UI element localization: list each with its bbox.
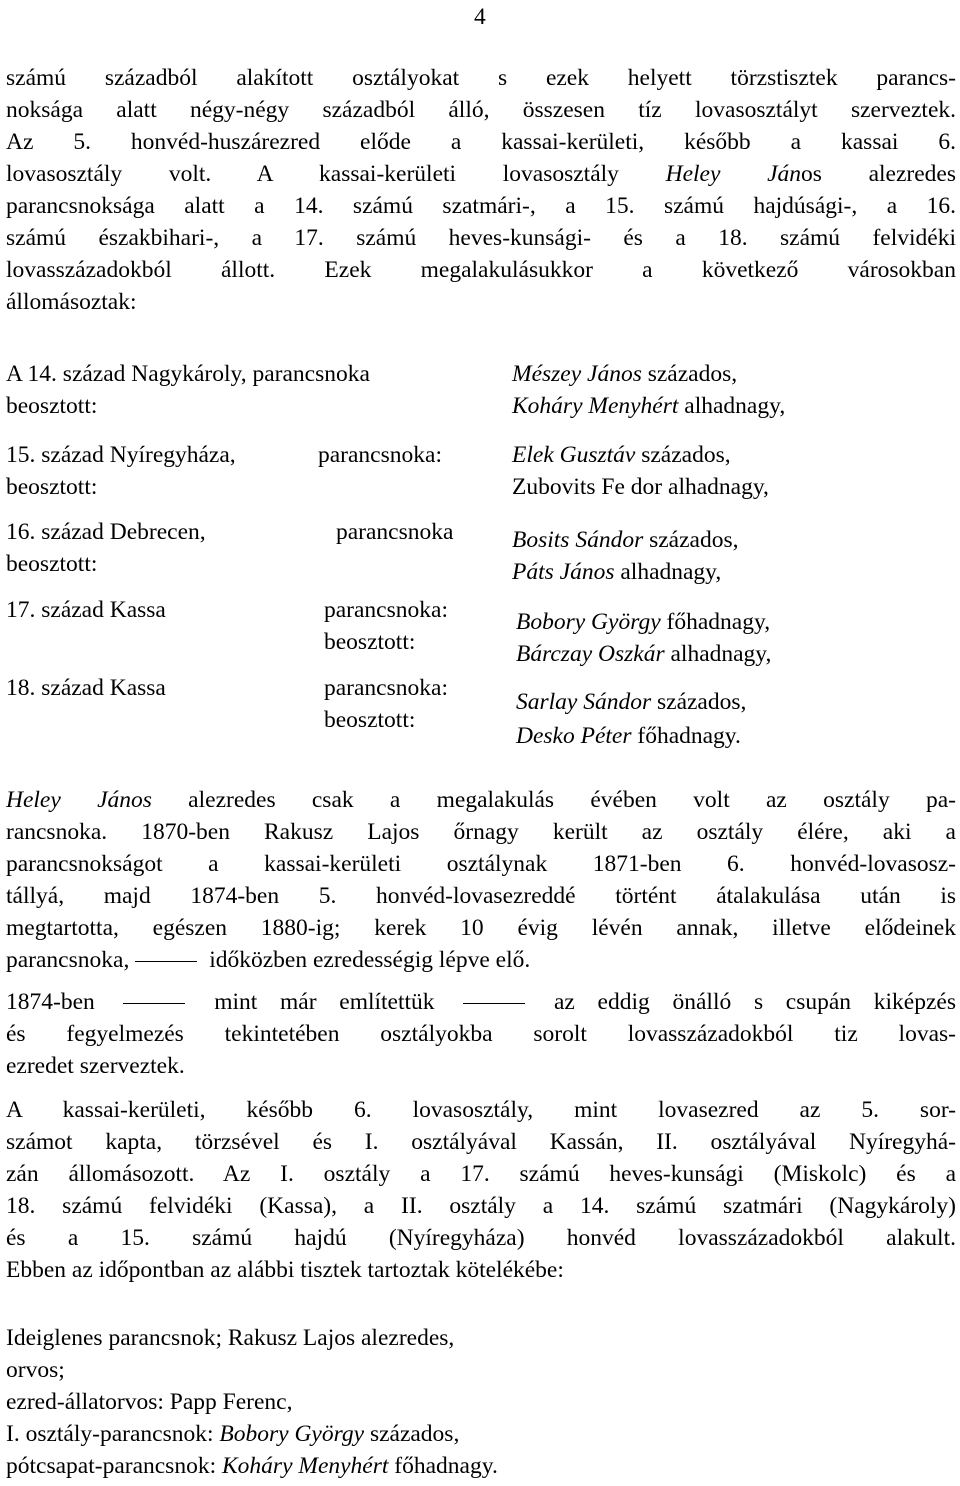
assigned-officer <box>512 556 721 588</box>
text-line: A kassai-kerületi, később 6. lovasosztály, mint lovasezred az 5. sor- <box>6 1097 956 1123</box>
officer-list <box>6 1322 498 1482</box>
text-line: lovasszázadokból állott. Ezek megalakulásukkor a következő városokban <box>6 257 956 283</box>
officer-name-rank: Zubovits Fe dor alhadnagy, <box>512 474 769 500</box>
text-line: számú északbihari-, a 17. számú heves-kunsági- és a 18. számú felvidéki <box>6 225 956 251</box>
officer-name: Mészey János <box>512 361 642 387</box>
commander-label: parancsnoka: <box>324 597 448 623</box>
officer-name: Koháry Menyhért <box>512 393 679 419</box>
officer-name: Sarlay Sándor <box>516 689 652 715</box>
paragraph-heley <box>6 784 956 976</box>
squadron-label: A 14. század Nagykároly, parancsnoka <box>6 361 370 387</box>
officer-name: Páts János <box>512 559 615 585</box>
text-line: és a 15. számú hajdú (Nyíregyháza) honvéd lovasszázadokból alakult. <box>6 1225 956 1251</box>
commander <box>516 686 746 718</box>
text-line: 1874-ben mint már említettük az eddig önálló s csupán kiképzés <box>6 989 956 1015</box>
officer-name: Bobory György <box>516 609 661 635</box>
text-line: 18. számú felvidéki (Kassa), a II. osztály a 14. számú szatmári (Nagykároly) <box>6 1193 956 1219</box>
assigned-officer <box>516 638 771 670</box>
commander <box>516 606 770 638</box>
commander-label: parancsnoka: <box>324 675 448 701</box>
squadron-label: 15. század Nyíregyháza, <box>6 442 236 468</box>
assigned-officer <box>516 720 741 752</box>
squadron-label: 18. század Kassa <box>6 675 166 701</box>
text-line: Heley János alezredes csak a megalakulás évében volt az osztály pa- <box>6 787 956 813</box>
text-line: állomásoztak: <box>6 289 137 315</box>
text-segment: lovasosztály volt. A kassai-kerületi lovasosztály <box>6 161 666 187</box>
text-line: és fegyelmezés tekintetében osztályokba sorolt lovasszázadokból tiz lovas- <box>6 1021 956 1047</box>
officer-rank: alhadnagy, <box>664 641 772 667</box>
officer-rank: százados, <box>651 689 747 715</box>
commander-label: parancsnoka <box>336 519 454 545</box>
text-line: noksága alatt négy-négy századból álló, összesen tíz lovasosztályt szerveztek. <box>6 97 956 123</box>
officer-name: Elek Gusztáv <box>512 442 636 468</box>
assigned-label: beosztott: <box>6 393 98 419</box>
text-line: Az 5. honvéd-huszárezred elődе a kassai-kerületi, később a kassai 6. <box>6 129 956 155</box>
paragraph-1874 <box>6 986 956 1082</box>
officer-rank: főhadnagy, <box>660 609 771 635</box>
text-line: tállyá, majd 1874-ben 5. honvéd-lovasezreddé történt átalakulása után is <box>6 883 956 909</box>
paragraph-kassai <box>6 1094 956 1286</box>
person-name: Heley János <box>6 787 152 813</box>
text-line: parancsnokságot a kassai-kerületi osztálynak 1871-ben 6. honvéd-lovasosz- <box>6 851 956 877</box>
text-line <box>6 158 956 190</box>
officer-rank: százados, <box>635 442 731 468</box>
squadron-label: 16. század Debrecen, <box>6 519 206 545</box>
em-dash <box>135 961 197 962</box>
assigned-label: beosztott: <box>6 551 98 577</box>
list-item: I. osztály-parancsnok: Bobory György százados, <box>6 1421 460 1447</box>
text-line: számot kapta, törzsével és I. osztályával Kassán, II. osztályával Nyíregyhá- <box>6 1129 956 1155</box>
text-line: ezredet szerveztek. <box>6 1053 185 1079</box>
list-item: Ideiglenes parancsnok; Rakusz Lajos alezredes, <box>6 1325 455 1351</box>
text-line: rancsnoka. 1870-ben Rakusz Lajos őrnagy került az osztály élére, aki a <box>6 819 956 845</box>
officer-name: Bosits Sándor <box>512 527 644 553</box>
officer-rank: alhadnagy, <box>614 559 722 585</box>
officer-rank: alhadnagy, <box>678 393 786 419</box>
text-line: parancsnoka, időközben ezredességig lépve elő. <box>6 947 531 973</box>
person-name: Heley Ján <box>665 161 801 187</box>
commander <box>512 439 731 471</box>
officer-name: Bobory György <box>219 1421 365 1447</box>
em-dash <box>123 1003 185 1004</box>
text-line: Ebben az időpontban az alábbi tisztek tartoztak kötelékébe: <box>6 1257 564 1283</box>
list-item: pótcsapat-parancsnok: Koháry Menyhért főhadnagy. <box>6 1453 498 1479</box>
assigned-label: beosztott: <box>6 474 98 500</box>
assigned-officer <box>512 471 769 503</box>
officer-name: Desko Péter <box>516 723 632 749</box>
assigned-label: beosztott: <box>324 629 416 655</box>
text-line: számú századból alakított osztályokat s ezek helyett törzstisztek parancs- <box>6 65 956 91</box>
list-item: orvos; <box>6 1357 65 1383</box>
intro-paragraph <box>6 62 956 318</box>
em-dash <box>463 1003 525 1004</box>
officer-rank: főhadnagy. <box>631 723 741 749</box>
text-segment: os alezredes <box>801 161 956 187</box>
assigned-label: beosztott: <box>324 707 416 733</box>
text-line: megtartotta, egészen 1880-ig; kerek 10 évig lévén annak, illetve elődeinek <box>6 915 956 941</box>
officer-rank: százados, <box>643 527 739 553</box>
assigned-officer <box>512 390 785 422</box>
text-line: zán állomásozott. Az I. osztály a 17. számú heves-kunsági (Miskolc) és a <box>6 1161 956 1187</box>
commander-label: parancsnoka: <box>318 442 442 468</box>
officer-rank: százados, <box>641 361 738 387</box>
commander <box>512 358 737 390</box>
list-item: ezred-állatorvos: Papp Ferenc, <box>6 1389 293 1415</box>
officer-name: Bárczay Oszkár <box>516 641 665 667</box>
commander <box>512 524 739 556</box>
squadron-label: 17. század Kassa <box>6 597 166 623</box>
page-number: 4 <box>474 4 486 30</box>
officer-name: Koháry Menyhért <box>222 1453 389 1479</box>
text-line: parancsnoksága alatt a 14. számú szatmári-, a 15. számú hajdúsági-, a 16. <box>6 193 956 219</box>
